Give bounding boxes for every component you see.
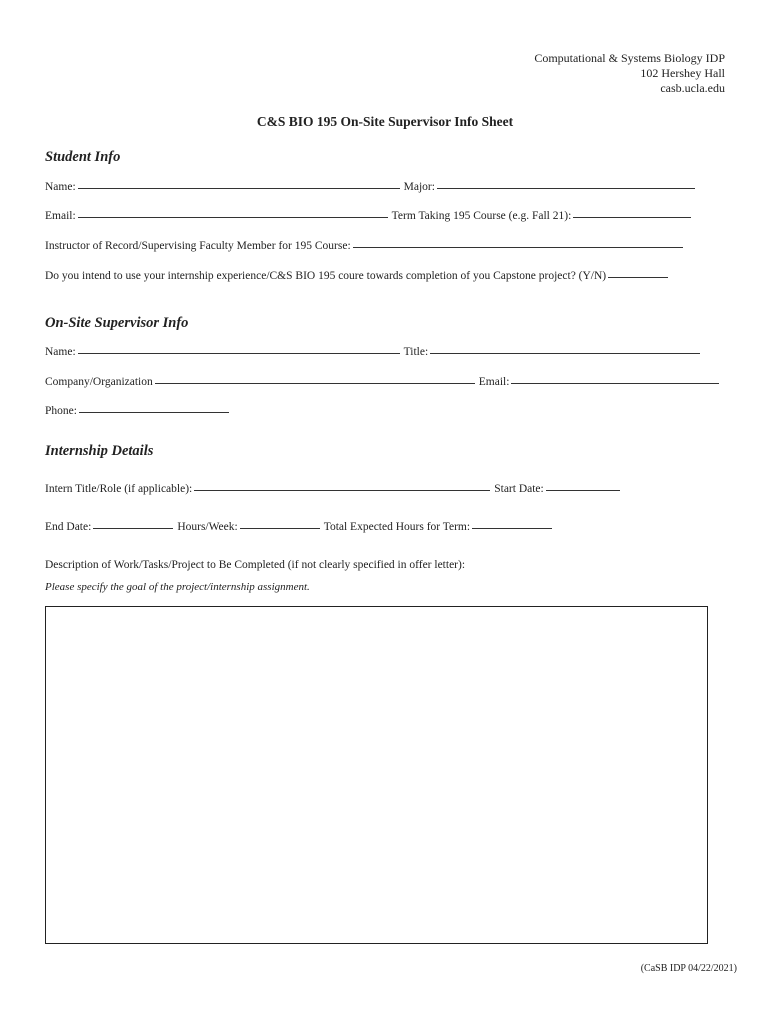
capstone-field[interactable] [608, 276, 668, 278]
supervisor-name-label: Name: [45, 346, 76, 358]
supervisor-title-label: Title: [403, 346, 429, 358]
phone-field[interactable] [79, 411, 229, 413]
company-label: Company/Organization [45, 376, 153, 388]
description-box[interactable] [45, 606, 708, 944]
supervisor-title-field[interactable] [430, 352, 700, 354]
end-date-field[interactable] [93, 527, 173, 529]
company-field[interactable] [155, 382, 475, 384]
capstone-label: Do you intend to use your internship experience/C&S BIO 195 coure towards completion of you Capstone project? (Y/N) [45, 270, 607, 282]
dept-address: 102 Hershey Hall [640, 66, 725, 80]
description-row [45, 559, 465, 571]
phone-label: Phone: [45, 405, 77, 417]
role-row [45, 483, 624, 495]
student-major-field[interactable] [437, 187, 695, 189]
company-row [45, 376, 723, 388]
phone-row [45, 405, 233, 417]
student-info-heading: Student Info [45, 149, 121, 165]
description-note: Please specify the goal of the project/internship assignment. [45, 581, 310, 593]
supervisor-name-row [45, 346, 704, 358]
form-title: C&S BIO 195 On-Site Supervisor Info Sheet [256, 114, 514, 129]
capstone-row [45, 270, 672, 282]
dept-website: casb.ucla.edu [660, 81, 725, 95]
supervisor-email-field[interactable] [511, 382, 719, 384]
term-label: Term Taking 195 Course (e.g. Fall 21): [391, 210, 572, 222]
role-field[interactable] [194, 489, 490, 491]
supervisor-name-field[interactable] [78, 352, 400, 354]
instructor-label: Instructor of Record/Supervising Faculty Member for 195 Course: [45, 240, 351, 252]
total-hours-label: Total Expected Hours for Term: [323, 521, 471, 533]
student-name-row [45, 181, 699, 193]
student-email-label: Email: [45, 210, 76, 222]
student-major-label: Major: [403, 181, 435, 193]
hours-week-label: Hours/Week: [177, 521, 238, 533]
form-version-footer: (CaSB IDP 04/22/2021) [640, 963, 737, 974]
student-name-field[interactable] [78, 187, 400, 189]
instructor-row [45, 240, 687, 252]
student-email-field[interactable] [78, 216, 388, 218]
instructor-field[interactable] [353, 246, 683, 248]
hours-week-field[interactable] [240, 527, 320, 529]
dept-name: Computational & Systems Biology IDP [534, 51, 725, 65]
hours-row [45, 521, 556, 533]
supervisor-info-heading: On-Site Supervisor Info [45, 315, 189, 331]
student-email-row [45, 210, 695, 222]
end-date-label: End Date: [45, 521, 92, 533]
description-label: Description of Work/Tasks/Project to Be Completed (if not clearly specified in offer letter): [45, 559, 466, 571]
start-date-label: Start Date: [494, 483, 544, 495]
internship-details-heading: Internship Details [45, 443, 154, 459]
role-label: Intern Title/Role (if applicable): [45, 483, 193, 495]
student-name-label: Name: [45, 181, 76, 193]
total-hours-field[interactable] [472, 527, 552, 529]
term-field[interactable] [573, 216, 691, 218]
start-date-field[interactable] [546, 489, 620, 491]
supervisor-email-label: Email: [478, 376, 510, 388]
